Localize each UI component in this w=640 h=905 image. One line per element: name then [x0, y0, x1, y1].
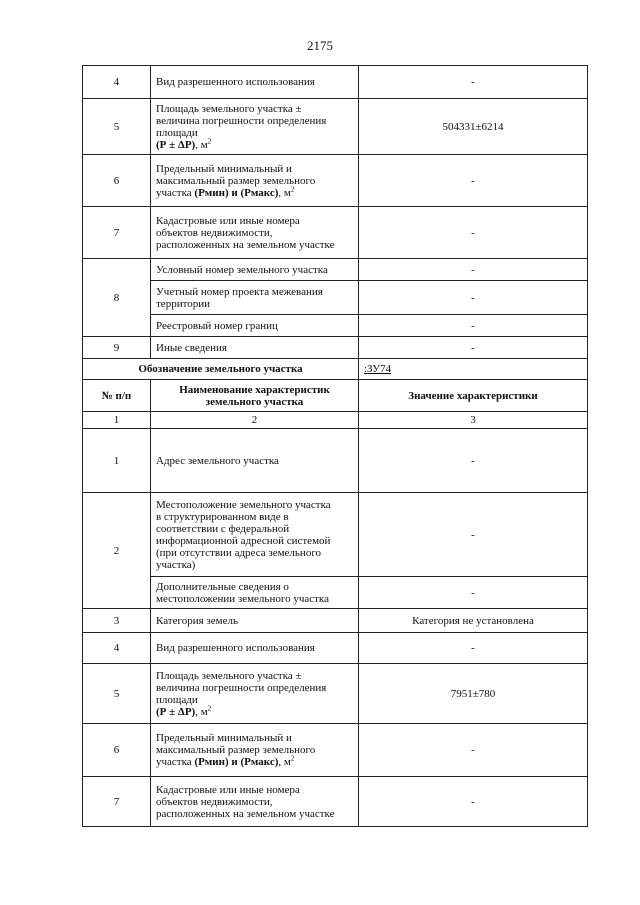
row-label — [151, 155, 359, 207]
row-value: - — [359, 281, 588, 315]
row-value: - — [359, 577, 588, 609]
row-label: Вид разрешенного использования — [151, 66, 359, 99]
row-value: - — [359, 337, 588, 359]
size-unit: , м — [278, 186, 291, 199]
row-value: - — [359, 155, 588, 207]
area-label-line: величина погрешности определения — [156, 681, 327, 694]
area-unit: , м — [195, 705, 208, 718]
page-number: 2175 — [307, 38, 333, 53]
addinfo-label-line: Дополнительные сведения о — [156, 580, 289, 593]
acc-label-line: территории — [156, 297, 211, 310]
header-number: № п/п — [83, 380, 151, 412]
area-formula: (Р ± ΔР) — [156, 138, 196, 151]
row-number: 4 — [83, 66, 151, 99]
table-row — [83, 281, 588, 315]
row-label: Адрес земельного участка — [151, 429, 359, 493]
row-label: Вид разрешенного использования — [151, 633, 359, 664]
size-label-line: участка — [156, 186, 195, 199]
row-number: 7 — [83, 777, 151, 827]
header-name-line: Наименование характеристик — [179, 383, 330, 396]
row-value: - — [359, 207, 588, 259]
table-row — [83, 429, 588, 493]
row-label — [151, 493, 359, 577]
cad-label-line: расположенных на земельном участке — [156, 807, 335, 820]
table-row — [83, 577, 588, 609]
header-name — [151, 380, 359, 412]
designation-row — [83, 359, 588, 380]
row-value: - — [359, 66, 588, 99]
table-row — [83, 207, 588, 259]
land-plot-characteristics-table — [82, 65, 588, 827]
size-label-line: Предельный минимальный и — [156, 732, 292, 744]
cad-label-line: расположенных на земельном участке — [156, 238, 335, 251]
row-label — [151, 577, 359, 609]
loc-label-line: участка) — [156, 558, 196, 571]
row-label — [151, 777, 359, 827]
row-value: - — [359, 777, 588, 827]
row-value: Категория не установлена — [359, 609, 588, 633]
row-number: 6 — [83, 724, 151, 777]
area-label-line: площади — [156, 126, 198, 139]
header-row — [83, 380, 588, 412]
row-value: - — [359, 259, 588, 281]
loc-label-line: в структурированном виде в — [156, 510, 289, 523]
designation-value: :ЗУ74 — [359, 359, 588, 380]
row-label: Категория земель — [151, 609, 359, 633]
row-value: 7951±780 — [359, 664, 588, 724]
square-superscript: 2 — [207, 703, 212, 712]
cad-label-line: объектов недвижимости, — [156, 795, 273, 808]
row-value: 504331±6214 — [359, 99, 588, 155]
area-unit: , м — [195, 138, 208, 151]
column-index: 3 — [359, 412, 588, 429]
row-label — [151, 281, 359, 315]
area-label-line: Площадь земельного участка ± — [156, 669, 302, 682]
row-value: - — [359, 429, 588, 493]
area-label-line: Площадь земельного участка ± — [156, 102, 302, 115]
table-row — [83, 724, 588, 777]
loc-label-line: информационной адресной системой — [156, 534, 331, 547]
table-row — [83, 337, 588, 359]
row-label: Иные сведения — [151, 337, 359, 359]
cad-label-line: объектов недвижимости, — [156, 226, 273, 239]
row-number: 6 — [83, 155, 151, 207]
column-index: 1 — [83, 412, 151, 429]
size-label-line: участка — [156, 756, 195, 768]
designation-label: Обозначение земельного участка — [83, 359, 359, 380]
row-label: Реестровый номер границ — [151, 315, 359, 337]
row-label — [151, 664, 359, 724]
table-row — [83, 633, 588, 664]
square-superscript: 2 — [290, 754, 295, 763]
size-unit: , м — [278, 756, 291, 768]
row-value: - — [359, 493, 588, 577]
loc-label-line: Местоположение земельного участка — [156, 498, 331, 511]
table-row — [83, 609, 588, 633]
row-value: - — [359, 633, 588, 664]
loc-label-line: соответствии с федеральной — [156, 522, 290, 535]
row-number: 3 — [83, 609, 151, 633]
size-label-line: Предельный минимальный и — [156, 162, 292, 175]
table-row — [83, 493, 588, 577]
row-value: - — [359, 724, 588, 777]
table-row — [83, 66, 588, 99]
row-label — [151, 207, 359, 259]
square-superscript: 2 — [290, 184, 295, 193]
cad-label-line: Кадастровые или иные номера — [156, 214, 300, 227]
square-superscript: 2 — [207, 136, 212, 145]
column-index: 2 — [151, 412, 359, 429]
column-index-row — [83, 412, 588, 429]
row-number: 8 — [83, 259, 151, 337]
area-label-line: площади — [156, 693, 198, 706]
area-label-line: величина погрешности определения — [156, 114, 327, 127]
table-row — [83, 155, 588, 207]
row-label: Условный номер земельного участка — [151, 259, 359, 281]
area-formula: (Р ± ΔР) — [156, 705, 196, 718]
table-row — [83, 664, 588, 724]
row-label — [151, 99, 359, 155]
row-number: 9 — [83, 337, 151, 359]
table-row — [83, 777, 588, 827]
loc-label-line: (при отсутствии адреса земельного — [156, 546, 322, 559]
size-label-line: максимальный размер земельного — [156, 744, 316, 756]
header-value: Значение характеристики — [359, 380, 588, 412]
table-row — [83, 99, 588, 155]
table-row — [83, 315, 588, 337]
size-formula: (Рмин) и (Рмакс) — [194, 756, 279, 768]
size-formula: (Рмин) и (Рмакс) — [194, 186, 279, 199]
row-number: 5 — [83, 99, 151, 155]
addinfo-label-line: местоположении земельного участка — [156, 592, 329, 605]
row-number: 2 — [83, 493, 151, 609]
row-number: 7 — [83, 207, 151, 259]
row-label — [151, 724, 359, 777]
row-number: 1 — [83, 429, 151, 493]
size-label-line: максимальный размер земельного — [156, 174, 316, 187]
table-row — [83, 259, 588, 281]
row-value: - — [359, 315, 588, 337]
cad-label-line: Кадастровые или иные номера — [156, 783, 300, 796]
acc-label-line: Учетный номер проекта межевания — [156, 285, 323, 298]
row-number: 4 — [83, 633, 151, 664]
row-number: 5 — [83, 664, 151, 724]
header-name-line: земельного участка — [205, 395, 304, 408]
